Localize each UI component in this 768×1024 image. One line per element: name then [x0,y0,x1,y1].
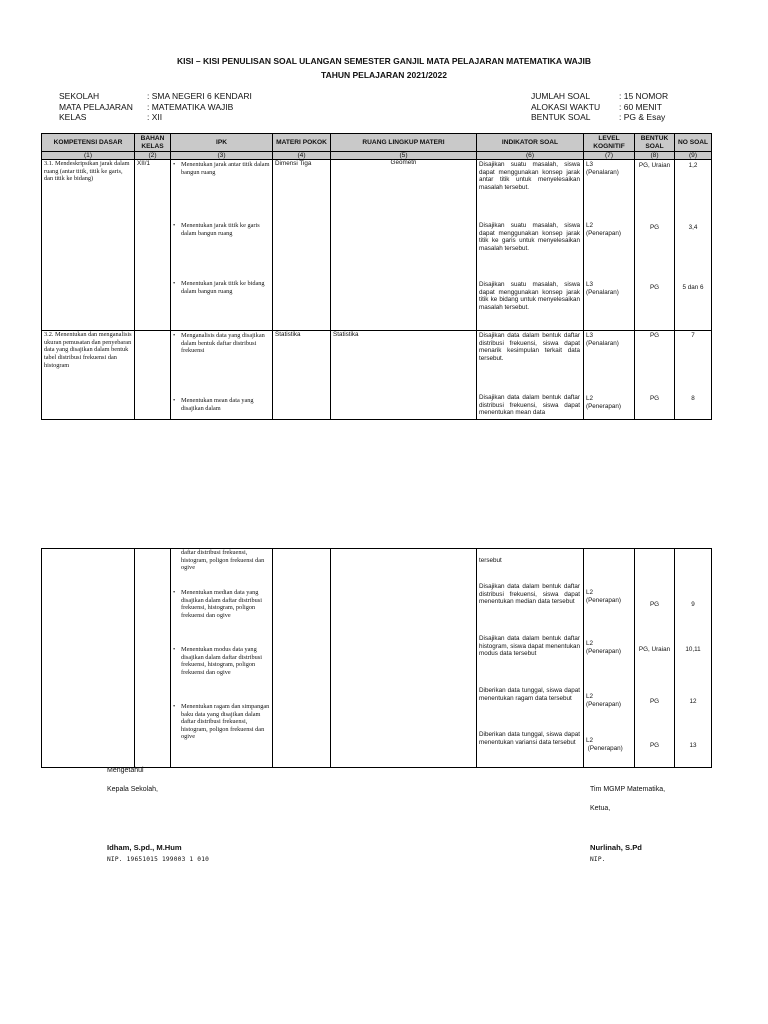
info-value: : XII [147,112,163,122]
indikator-text: Disajikan data dalam bentuk daftar distribusi frekuensi, siswa dapat menarik kesimpulan terkait data tersebut. [479,332,580,362]
document-subtitle: TAHUN PELAJARAN 2021/2022 [321,70,447,80]
signature-right-name: Nurlinah, S.Pd [590,843,642,852]
info-right [531,91,668,123]
bahan-kelas [135,549,171,768]
no-soal-cell [675,331,712,420]
level-text: L2 (Penerapan) [586,640,622,655]
ipk-text: Menentukan jarak titik ke garis dalam bangun ruang [181,222,260,237]
bullet-icon: • [173,646,176,653]
materi-pokok: Dimensi Tiga [273,160,331,331]
ruang-lingkup: Statistika [331,331,477,420]
no-soal-text: 9 [691,601,695,608]
level-text: L2 (Penerapan) [586,737,623,752]
bahan-kelas: XII/1 [135,160,171,331]
level-text: L2 (Penerapan) [586,589,622,604]
bentuk-text: PG, Uraian [638,646,671,653]
bentuk-text: PG [649,332,660,340]
level-cell [584,549,635,768]
kompetensi-dasar [42,549,135,768]
info-left [59,91,252,123]
level-text: L3 (Penalaran) [586,332,619,347]
column-header: BENTUK SOAL [635,134,675,152]
level-text: L2 (Penerapan) [586,395,622,410]
column-header: NO SOAL [675,134,712,152]
ipk-cell [171,331,273,420]
signature-left-line2: Kepala Sekolah, [107,786,158,793]
column-header: IPK [171,134,273,152]
no-soal-cell [675,160,712,331]
no-soal-text: 10,11 [685,646,701,653]
materi-pokok [273,549,331,768]
column-header: MATERI POKOK [273,134,331,152]
bullet-icon: • [173,280,176,288]
indikator-text: Disajikan data dalam bentuk daftar distribusi frekuensi, siswa dapat menentukan mean data [479,394,580,417]
indikator-text: Diberikan data tunggal, siswa dapat menentukan ragam data tersebut [479,687,580,702]
info-label: JUMLAH SOAL [531,91,591,101]
info-label: KELAS [59,112,87,122]
info-label: ALOKASI WAKTU [531,101,601,112]
indikator-cell [477,549,584,768]
bullet-icon: • [173,703,176,710]
column-number: (8) [635,152,675,160]
column-number: (7) [584,152,635,160]
bentuk-text: PG [649,742,660,749]
level-text: L3 (Penalaran) [586,281,619,296]
kisi-table-page2 [41,548,712,768]
kompetensi-dasar: 3.2. Menentukan dan menganalisis ukuran pemusatan dan penyebaran data yang disajikan dalam bentuk tabel distribusi frekuensi dan histogram [42,331,135,420]
level-cell [584,160,635,331]
bentuk-text: PG [649,395,660,403]
bentuk-text: PG [649,284,660,292]
column-header: BAHAN KELAS [135,134,171,152]
bentuk-cell [635,160,675,331]
kompetensi-dasar-cell [42,160,135,331]
bentuk-text: PG [649,601,660,608]
signature-right-line1: Tim MGMP Matematika, [590,786,666,793]
bullet-icon: • [173,332,176,340]
table-row-kd2 [42,331,712,420]
signature-right-nip: NIP. [590,856,606,863]
column-header: KOMPETENSI DASAR [42,134,135,152]
level-text: L3 (Penalaran) [586,161,619,176]
no-soal-text: 1,2 [688,162,698,170]
signature-left-nip: NIP. 19651015 199003 1 010 [107,856,210,863]
column-header: LEVEL KOGNITIF [584,134,635,152]
bullet-icon: • [173,589,176,596]
indikator-text: Diberikan data tunggal, siswa dapat menentukan variansi data tersebut [479,731,580,746]
info-value: : SMA NEGERI 6 KENDARI [147,91,252,101]
no-soal-text: 8 [691,395,695,403]
bentuk-cell [635,549,675,768]
materi-pokok: Statistika [273,331,331,420]
ipk-text: daftar distribusi frekuensi, histogram, poligon frekuensi dan ogive [181,549,265,572]
bullet-icon: • [173,397,176,405]
no-soal-text: 12 [689,698,697,705]
level-text: L2 (Penerapan) [586,222,622,237]
indikator-text: Disajikan suatu masalah, siswa dapat menggunakan konsep jarak titik ke bidang untuk menyelesaikan masalah tersebut. [479,281,580,311]
indikator-cell [477,331,584,420]
indikator-text: tersebut [479,557,502,564]
no-soal-text: 3,4 [688,224,698,232]
level-text: L2 (Penerapan) [586,693,622,708]
column-number: (2) [135,152,171,160]
info-value: : PG & Esay [619,112,666,122]
bentuk-text: PG [649,698,660,705]
indikator-text: Disajikan suatu masalah, siswa dapat menggunakan konsep jarak antar titik untuk menyelesaikan masalah tersebut. [479,161,580,191]
no-soal-cell [675,549,712,768]
header-row [42,134,712,152]
ipk-text: Menentukan modus data yang disajikan dalam daftar distribusi frekuensi, histogram, poligon frekuensi dan ogive [181,646,262,676]
column-number-row [42,152,712,160]
indikator-text: Disajikan suatu masalah, siswa dapat menggunakan konsep jarak titik ke garis untuk menyelesaikan masalah tersebut. [479,222,580,252]
column-number: (5) [331,152,477,160]
level-cell [584,331,635,420]
info-label: MATA PELAJARAN [59,101,133,112]
no-soal-text: 13 [689,742,697,749]
ipk-text: Menentukan mean data yang disajikan dalam [181,397,254,412]
indikator-text: Disajikan data dalam bentuk daftar distribusi frekuensi, siswa dapat menentukan median data tersebut [479,583,580,606]
info-label: BENTUK SOAL [531,112,591,122]
bullet-icon: • [173,222,176,230]
column-number: (3) [171,152,273,160]
ipk-text: Menentukan ragam dan simpangan baku data yang disajikan dalam daftar distribusi frekuensi, histogram, poligon frekuensi dan ogive [181,703,270,741]
column-number: (6) [477,152,584,160]
info-value: : 15 NOMOR [619,91,669,101]
signature-left-name: Idham, S.pd., M.Hum [107,843,182,852]
ipk-text: Menentukan jarak titik ke bidang dalam bangun ruang [181,280,265,295]
document-title: KISI – KISI PENULISAN SOAL ULANGAN SEMESTER GANJIL MATA PELAJARAN MATEMATIKA WAJIB [176,56,591,66]
info-value: : 60 MENIT [619,101,662,112]
indikator-text: Disajikan data dalam bentuk daftar histogram, siswa dapat menentukan modus data tersebut [479,635,580,658]
ipk-text: Menentukan jarak antar titik dalam bangun ruang [181,161,270,176]
kompetensi-dasar: 3.1. Mendeskripsikan jarak dalam ruang (antar titik, titik ke garis, dan titik ke bidang) [44,160,130,183]
ruang-lingkup [331,549,477,768]
column-header: INDIKATOR SOAL [477,134,584,152]
kisi-table-page1 [41,133,712,420]
column-number: (4) [273,152,331,160]
table-row-kd1 [42,160,712,331]
no-soal-text: 5 dan 6 [682,284,704,292]
ipk-cell [171,160,273,331]
bentuk-text: PG [649,224,660,232]
info-value: : MATEMATIKA WAJIB [147,101,234,112]
signature-right-line2: Ketua, [590,805,611,812]
info-label: SEKOLAH [59,91,100,101]
bullet-icon: • [173,161,176,169]
ipk-text: Menentukan median data yang disajikan dalam daftar distribusi frekuensi, histogram, poligon frekuensi dan ogive [181,589,262,619]
bentuk-text: PG, Uraian [638,162,671,170]
ruang-lingkup: Geometri [331,160,477,331]
ipk-cell [171,549,273,768]
bentuk-cell [635,331,675,420]
column-header: RUANG LINGKUP MATERI [331,134,477,152]
column-number: (1) [42,152,135,160]
ipk-text: Menganalisis data yang disajikan dalam bentuk daftar distribusi frekuensi [181,332,265,355]
no-soal-text: 7 [691,332,695,340]
indikator-cell [477,160,584,331]
table-row-continuation [42,549,712,768]
column-number: (9) [675,152,712,160]
signature-left-line1: Mengetahui [107,767,144,774]
bahan-kelas [135,331,171,420]
